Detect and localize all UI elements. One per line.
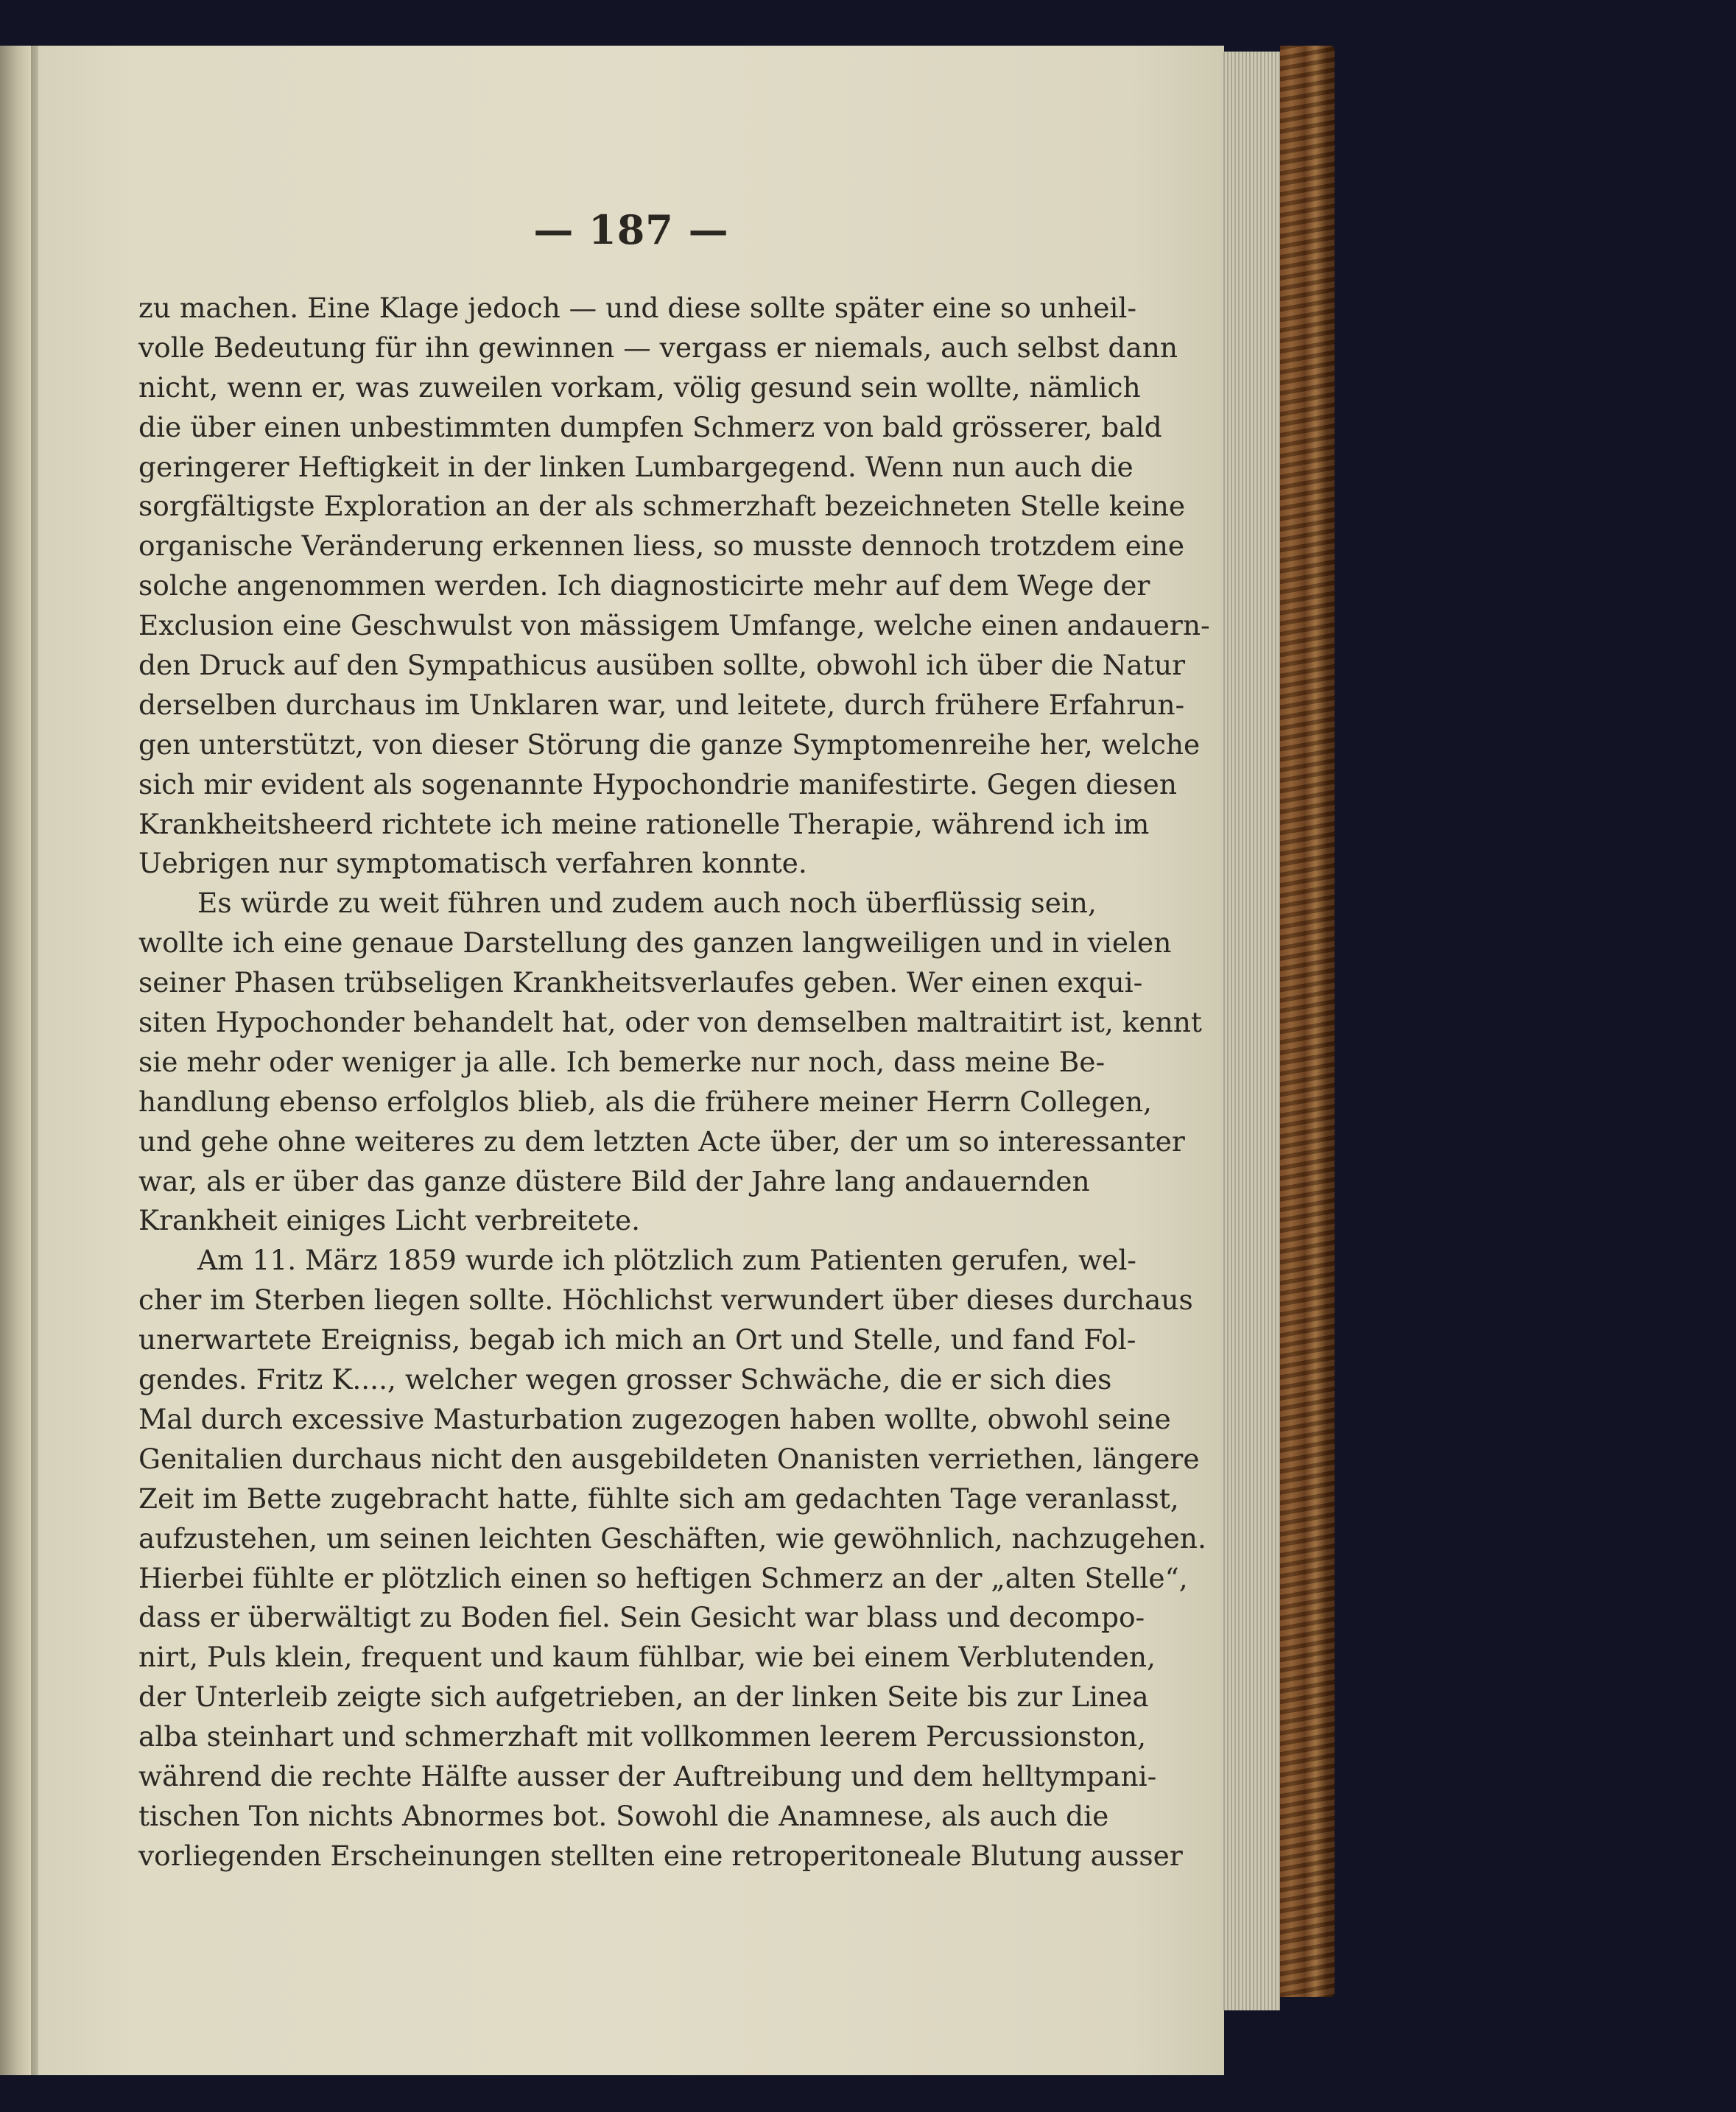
text-line: Es würde zu weit führen und zudem auch noch überflüssig sein,: [197, 887, 1097, 920]
text-line: gendes. Fritz K...., welcher wegen grosser Schwäche, die er sich dies: [138, 1363, 1112, 1396]
text-line: vorliegenden Erscheinungen stellten eine retroperitoneale Blutung ausser: [138, 1839, 1183, 1872]
text-line: gen unterstützt, von dieser Störung die ganze Symptomenreihe her, welche: [138, 728, 1201, 761]
text-line: wollte ich eine genaue Darstellung des ganzen langweiligen und in vielen: [138, 926, 1172, 960]
text-line: Genitalien durchaus nicht den ausgebildeten Onanisten verriethen, längere: [138, 1442, 1200, 1475]
text-line: Krankheit einiges Licht verbreitete.: [138, 1204, 641, 1237]
text-line: volle Bedeutung für ihn gewinnen — vergass er niemals, auch selbst dann: [138, 331, 1178, 364]
text-line: Krankheitsheerd richtete ich meine rationelle Therapie, während ich im: [138, 807, 1150, 840]
text-line: nicht, wenn er, was zuweilen vorkam, völig gesund sein wollte, nämlich: [138, 370, 1141, 404]
text-line: handlung ebenso erfolglos blieb, als die frühere meiner Herrn Collegen,: [138, 1085, 1152, 1118]
binding-texture: [1280, 46, 1335, 1997]
page-number-header: [38, 206, 1224, 253]
book-binding: [1280, 46, 1335, 1997]
text-line: sorgfältigste Exploration an der als schmerzhaft bezeichneten Stelle keine: [138, 490, 1186, 523]
text-line: Exclusion eine Geschwulst von mässigem Umfange, welche einen andauern-: [138, 609, 1210, 642]
text-line: Hierbei fühlte er plötzlich einen so heftigen Schmerz an der „alten Stelle“,: [138, 1561, 1188, 1594]
text-line: dass er überwältigt zu Boden fiel. Sein Gesicht war blass und decompo-: [138, 1601, 1145, 1634]
text-line: den Druck auf den Sympathicus ausüben sollte, obwohl ich über die Natur: [138, 649, 1186, 682]
text-line: geringerer Heftigkeit in der linken Lumbargegend. Wenn nun auch die: [138, 450, 1134, 483]
text-line: solche angenommen werden. Ich diagnosticirte mehr auf dem Wege der: [138, 569, 1150, 602]
text-line: seiner Phasen trübseligen Krankheitsverlaufes geben. Wer einen exqui-: [138, 966, 1143, 999]
text-line: war, als er über das ganze düstere Bild der Jahre lang andauernden: [138, 1164, 1090, 1197]
text-line: und gehe ohne weiteres zu dem letzten Acte über, der um so interessanter: [138, 1124, 1185, 1158]
text-line: tischen Ton nichts Abnormes bot. Sowohl die Anamnese, als auch die: [138, 1799, 1109, 1832]
text-line: derselben durchaus im Unklaren war, und leitete, durch frühere Erfahrun-: [138, 688, 1185, 721]
text-line: organische Veränderung erkennen liess, so musste dennoch trotzdem eine: [138, 529, 1185, 563]
text-line: cher im Sterben liegen sollte. Höchlichst verwundert über dieses durchaus: [138, 1284, 1193, 1317]
text-line: sie mehr oder weniger ja alle. Ich bemerke nur noch, dass meine Be-: [138, 1045, 1106, 1078]
text-line: die über einen unbestimmten dumpfen Schmerz von bald grösserer, bald: [138, 410, 1162, 443]
page-number: — 187 —: [533, 206, 729, 253]
text-line: siten Hypochonder behandelt hat, oder von demselben maltraitirt ist, kennt: [138, 1006, 1203, 1039]
text-line: Mal durch excessive Masturbation zugezogen haben wollte, obwohl seine: [138, 1402, 1171, 1435]
text-line: der Unterleib zeigte sich aufgetrieben, an der linken Seite bis zur Linea: [138, 1680, 1149, 1714]
left-page-edge: [0, 46, 31, 2075]
page-edges: [1221, 52, 1280, 2010]
body-text: [138, 289, 1210, 1876]
text-line: unerwartete Ereigniss, begab ich mich an Ort und Stelle, und fand Fol-: [138, 1323, 1136, 1356]
text-line: aufzustehen, um seinen leichten Geschäften, wie gewöhnlich, nachzugehen.: [138, 1521, 1206, 1555]
text-line: Am 11. März 1859 wurde ich plötzlich zum Patienten gerufen, wel-: [197, 1244, 1136, 1277]
text-line: alba steinhart und schmerzhaft mit vollkommen leerem Percussionston,: [138, 1720, 1147, 1753]
text-line: Uebrigen nur symptomatisch verfahren konnte.: [138, 847, 807, 880]
text-line: Zeit im Bette zugebracht hatte, fühlte sich am gedachten Tage veranlasst,: [138, 1482, 1179, 1515]
text-line: nirt, Puls klein, frequent und kaum fühlbar, wie bei einem Verblutenden,: [138, 1641, 1156, 1674]
text-line: sich mir evident als sogenannte Hypochondrie manifestirte. Gegen diesen: [138, 767, 1178, 800]
text-line: zu machen. Eine Klage jedoch — und diese sollte später eine so unheil-: [138, 292, 1137, 324]
text-line: während die rechte Hälfte ausser der Auftreibung und dem helltympani-: [138, 1759, 1157, 1792]
